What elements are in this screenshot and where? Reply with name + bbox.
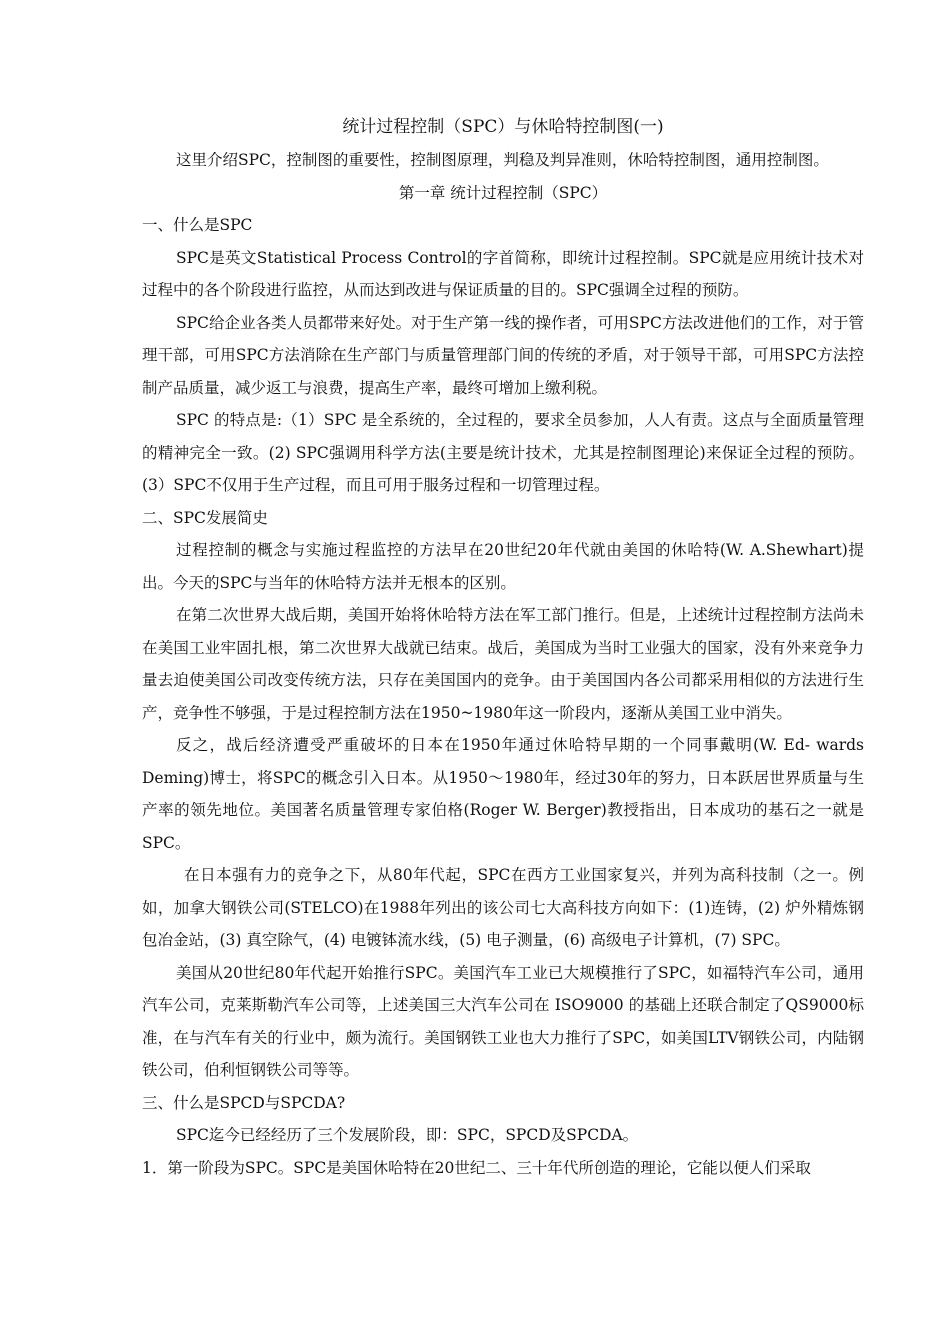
document-title: 统计过程控制（SPC）与休哈特控制图(一) bbox=[342, 117, 664, 137]
section-heading-what-is-spc: 一、什么是SPC bbox=[142, 216, 253, 234]
section-heading-spcd-spcda: 三、什么是SPCD与SPCDA? bbox=[142, 1093, 346, 1112]
chapter-heading: 第一章 统计过程控制（SPC） bbox=[398, 183, 608, 202]
paragraph: 过程控制的概念与实施过程监控的方法早在20世纪20年代就由美国的休哈特(W. A.Shewhart)提出。今天的SPC与当年的休哈特方法并无根本的区别。 bbox=[142, 541, 864, 592]
paragraph: SPC是英文Statistical Process Control的字首简称，即统计过程控制。SPC就是应用统计技术对过程中的各个阶段进行监控，从而达到改进与保证质量的目的。SPC强调全过程的预防。 bbox=[142, 248, 864, 299]
section-heading-spc-history: 二、SPC发展简史 bbox=[142, 508, 268, 527]
intro-paragraph: 这里介绍SPC，控制图的重要性，控制图原理，判稳及判异准则，休哈特控制图，通用控制图。 bbox=[176, 151, 829, 169]
paragraph: SPC迄今已经经历了三个发展阶段，即：SPC，SPCD及SPCDA。 bbox=[176, 1126, 639, 1144]
numbered-item: 1．第一阶段为SPC。SPC是美国休哈特在20世纪二、三十年代所创造的理论，它能以便人们采取 bbox=[142, 1158, 811, 1177]
paragraph: SPC给企业各类人员都带来好处。对于生产第一线的操作者，可用SPC方法改进他们的工作，对于管理干部，可用SPC方法消除在生产部门与质量管理部门间的传统的矛盾，对于领导干部，可用SPC方法控制产品质量，减少返工与浪费，提高生产率，最终可增加上缴利税。 bbox=[142, 313, 864, 397]
paragraph: 美国从20世纪80年代起开始推行SPC。美国汽车工业已大规模推行了SPC，如福特汽车公司，通用汽车公司，克莱斯勒汽车公司等，上述美国三大汽车公司在 ISO9000 的基础上还联合制定了QS9000标准，在与汽车有关的行业中，颇为流行。美国钢铁工业也大力推行了SPC，如美国LTV钢铁公司，内陆钢铁公司，伯利恒钢铁公司等等。 bbox=[142, 963, 864, 1079]
paragraph: 在第二次世界大战后期，美国开始将休哈特方法在军工部门推行。但是，上述统计过程控制方法尚未在美国工业牢固扎根，第二次世界大战就已结束。战后，美国成为当时工业强大的国家，没有外来竞争力量去迫使美国公司改变传统方法，只存在美国国内的竞争。由于美国国内各公司都采用相似的方法进行生产，竞争性不够强，于是过程控制方法在1950~1980年这一阶段内，逐渐从美国工业中消失。 bbox=[142, 606, 864, 722]
paragraph: 在日本强有力的竞争之下，从80年代起，SPC在西方工业国家复兴，并列为高科技制（之一。例如，加拿大钢铁公司(STELCO)在1988年列出的该公司七大高科技方向如下：(1)连铸，(2) 炉外精炼钢包冶金站，(3) 真空除气，(4) 电镀钵流水线，(5) 电子测量，(6) 高级电子计算机，(7) SPC。 bbox=[142, 866, 864, 949]
paragraph: SPC 的特点是:（1）SPC 是全系统的，全过程的，要求全员参加，人人有责。这点与全面质量管理的精神完全一致。(2) SPC强调用科学方法(主要是统计技术，尤其是控制图理论)来保证全过程的预防。(3）SPC不仅用于生产过程，而且可用于服务过程和一切管理过程。 bbox=[142, 411, 864, 494]
paragraph: 反之，战后经济遭受严重破坏的日本在1950年通过休哈特早期的一个同事戴明(W. Ed- wards Deming)博士，将SPC的概念引入日本。从1950～1980年，经过30年的努力，日本跃居世界质量与生产率的领先地位。美国著名质量管理专家伯格(Roger W. Berger)教授指出，日本成功的基石之一就是SPC。 bbox=[142, 736, 864, 852]
document-page bbox=[142, 110, 864, 1184]
